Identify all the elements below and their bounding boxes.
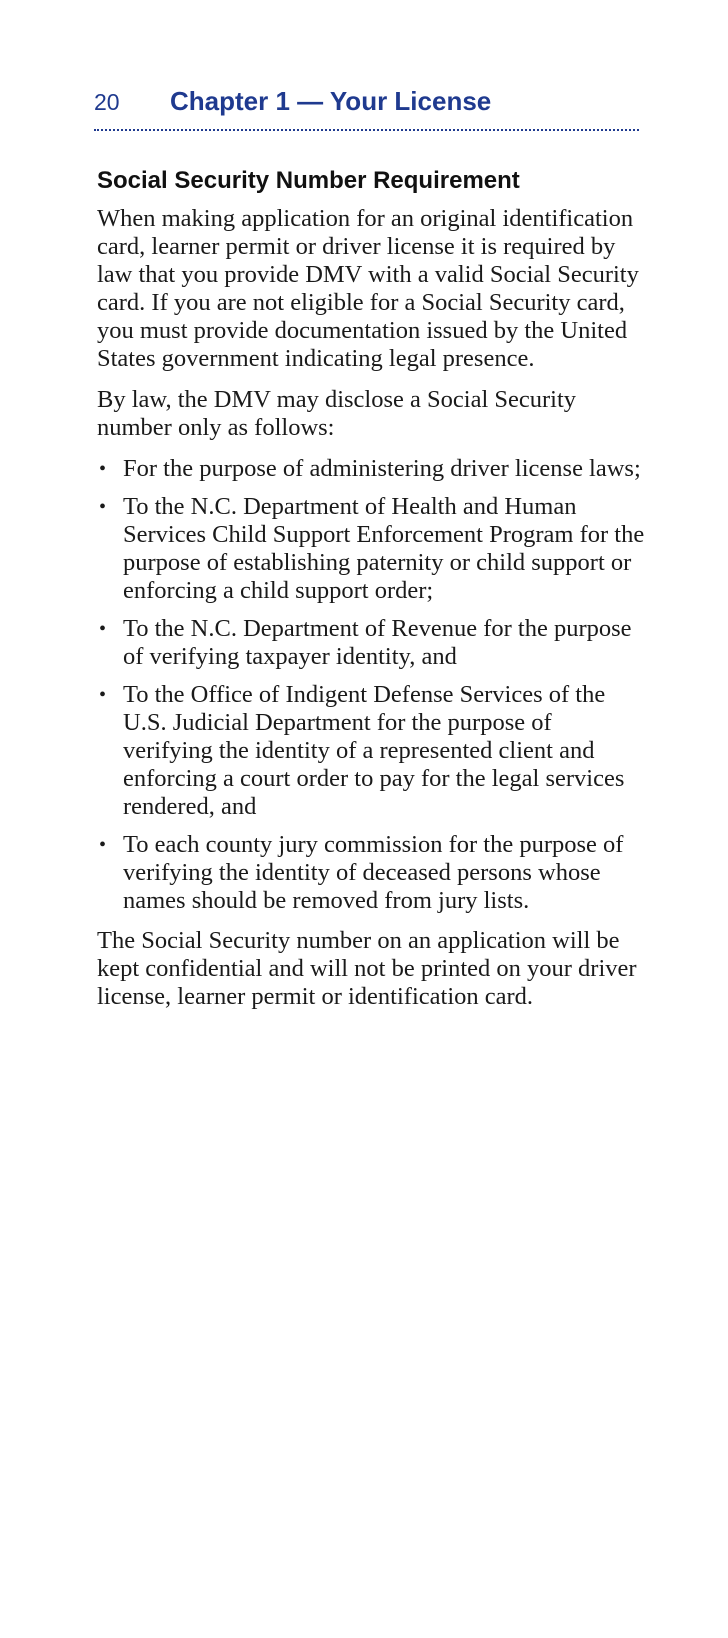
bullet-icon: • (99, 684, 107, 706)
list-item (97, 681, 647, 821)
running-head (94, 86, 639, 126)
bullet-icon: • (99, 458, 107, 480)
dotted-divider (94, 129, 639, 131)
list-item-text: To the N.C. Department of Health and Human Services Child Support Enforcement Program for the purpose of establishing paternity or child support or enforcing a child support order; (123, 493, 645, 604)
intro-paragraph: When making application for an original identification card, learner permit or driver license it is required by law that you provide DMV with a valid Social Security card. If you are not eligible for a Social Security card, you must provide documentation issued by the United States government indicating legal presence. (97, 205, 639, 372)
disclosure-paragraph: By law, the DMV may disclose a Social Security number only as follows: (97, 386, 577, 441)
bullet-icon: • (99, 496, 107, 518)
list-item (97, 455, 647, 483)
list-item-text: To the Office of Indigent Defense Services of the U.S. Judicial Department for the purpose of verifying the identity of a represented client and enforcing a court order to pay for the legal services rendered, and (123, 681, 625, 820)
confidentiality-paragraph: The Social Security number on an application will be kept confidential and will not be printed on your driver license, learner permit or identification card. (97, 927, 637, 1010)
section-heading: Social Security Number Requirement (97, 167, 520, 194)
list-item (97, 831, 647, 915)
disclosure-list (97, 455, 647, 915)
bullet-icon: • (99, 618, 107, 640)
list-item (97, 615, 647, 671)
list-item-text: For the purpose of administering driver license laws; (123, 455, 641, 482)
page-number: 20 (94, 89, 120, 115)
list-item-text: To the N.C. Department of Revenue for the purpose of verifying taxpayer identity, and (123, 615, 632, 670)
chapter-title: Chapter 1 — Your License (170, 86, 492, 116)
section-content (97, 166, 647, 1024)
bullet-icon: • (99, 834, 107, 856)
list-item (97, 493, 647, 605)
list-item-text: To each county jury commission for the purpose of verifying the identity of deceased persons whose names should be removed from jury lists. (123, 831, 624, 914)
